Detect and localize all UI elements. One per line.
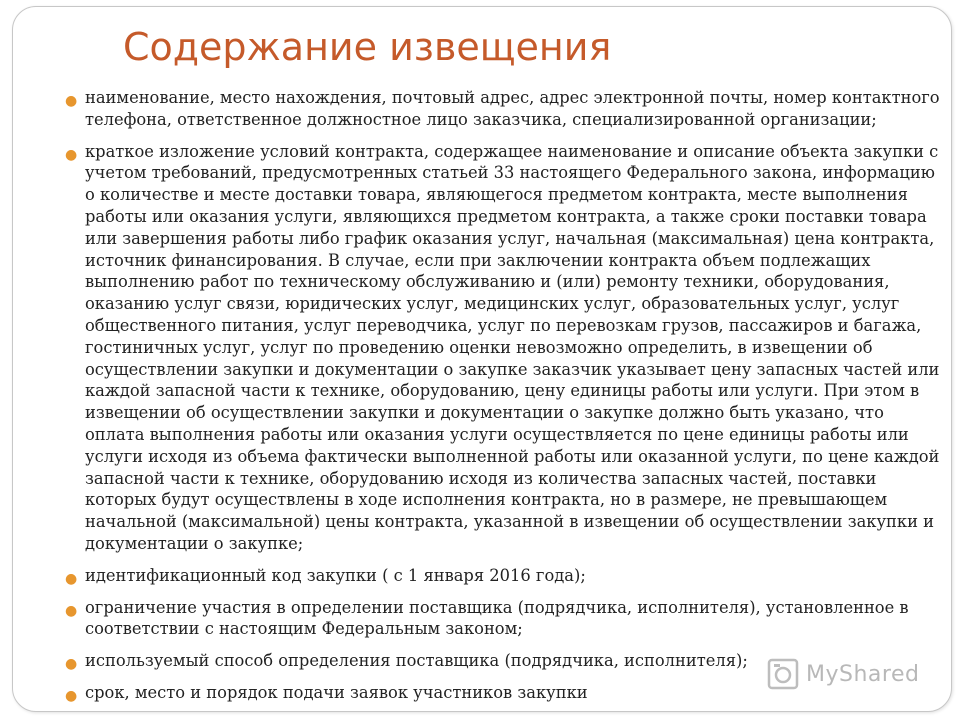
bullet-icon: ●	[65, 570, 78, 587]
bullet-icon: ●	[65, 602, 78, 619]
list-item	[65, 597, 945, 641]
bullet-icon: ●	[65, 93, 78, 109]
bullet-icon: ●	[65, 687, 78, 704]
list-item-text: краткое изложение условий контракта, содержащее наименование и описание объекта закупки с учетом требований, предусмотренных статьей 33 настоящего Федерального закона, информацию о количестве и месте доставки товара, являющегося предметом контракта, месте выполнения работы или оказания услуги, являющихся предметом контракта, а также сроки поставки товара или завершения работы либо график оказания услуг, начальная (максимальная) цена контракта, источник финансирования. В случае, если при заключении контракта объем подлежащих выполнению работ по техническому обслуживанию и (или) ремонту техники, оборудования, оказанию услуг связи, юридических услуг, медицинских услуг, образовательных услуг, услуг общественного питания, услуг переводчика, услуг по перевозкам грузов, пассажиров и багажа, гостиничных услуг, услуг по проведению оценки невозможно определить, в извещении об осуществлении закупки и документации о закупке заказчик указывает цену запасных частей или каждой запасной части к технике, оборудованию, цену единицы работы или услуги. При этом в извещении об осуществлении закупки и документации о закупке должно быть указано, что оплата выполнения работы или оказания услуги осуществляется по цене единицы работы или услуги исходя из объема фактически выполненной работы или оказанной услуги, по цене каждой запасной части к технике, оборудованию исходя из количества запасных частей, поставки которых будут осуществлены в ходе исполнения контракта, но в размере, не превышающем начальной (максимальной) цены контракта, указанной в извещении об осуществлении закупки и документации о закупке;	[85, 141, 940, 553]
list-item-text: наименование, место нахождения, почтовый адрес, адрес электронной почты, номер контактного телефона, ответственное должностное лицо заказчика, специализированной организации;	[85, 88, 940, 129]
watermark-text: MyShared	[806, 661, 920, 687]
list-item-text: используемый способ определения поставщика (подрядчика, исполнителя);	[85, 651, 748, 671]
watermark	[766, 656, 919, 692]
list-item-text: ограничение участия в определении поставщика (подрядчика, исполнителя), установленное в соответствии с настоящим Федеральным законом;	[85, 597, 909, 639]
list-item-text: срок, место и порядок подачи заявок участников закупки	[85, 682, 588, 702]
bullet-icon: ●	[65, 656, 78, 673]
list-item	[65, 141, 945, 555]
camera-icon	[766, 657, 800, 691]
list-item-text: идентификационный код закупки ( с 1 января 2016 года);	[85, 565, 586, 585]
bullet-icon: ●	[65, 146, 78, 163]
list-item	[65, 87, 945, 131]
slide-title: Содержание извещения	[123, 25, 612, 69]
list-item	[65, 565, 945, 587]
bullet-list	[65, 87, 945, 714]
slide-frame	[12, 6, 952, 712]
